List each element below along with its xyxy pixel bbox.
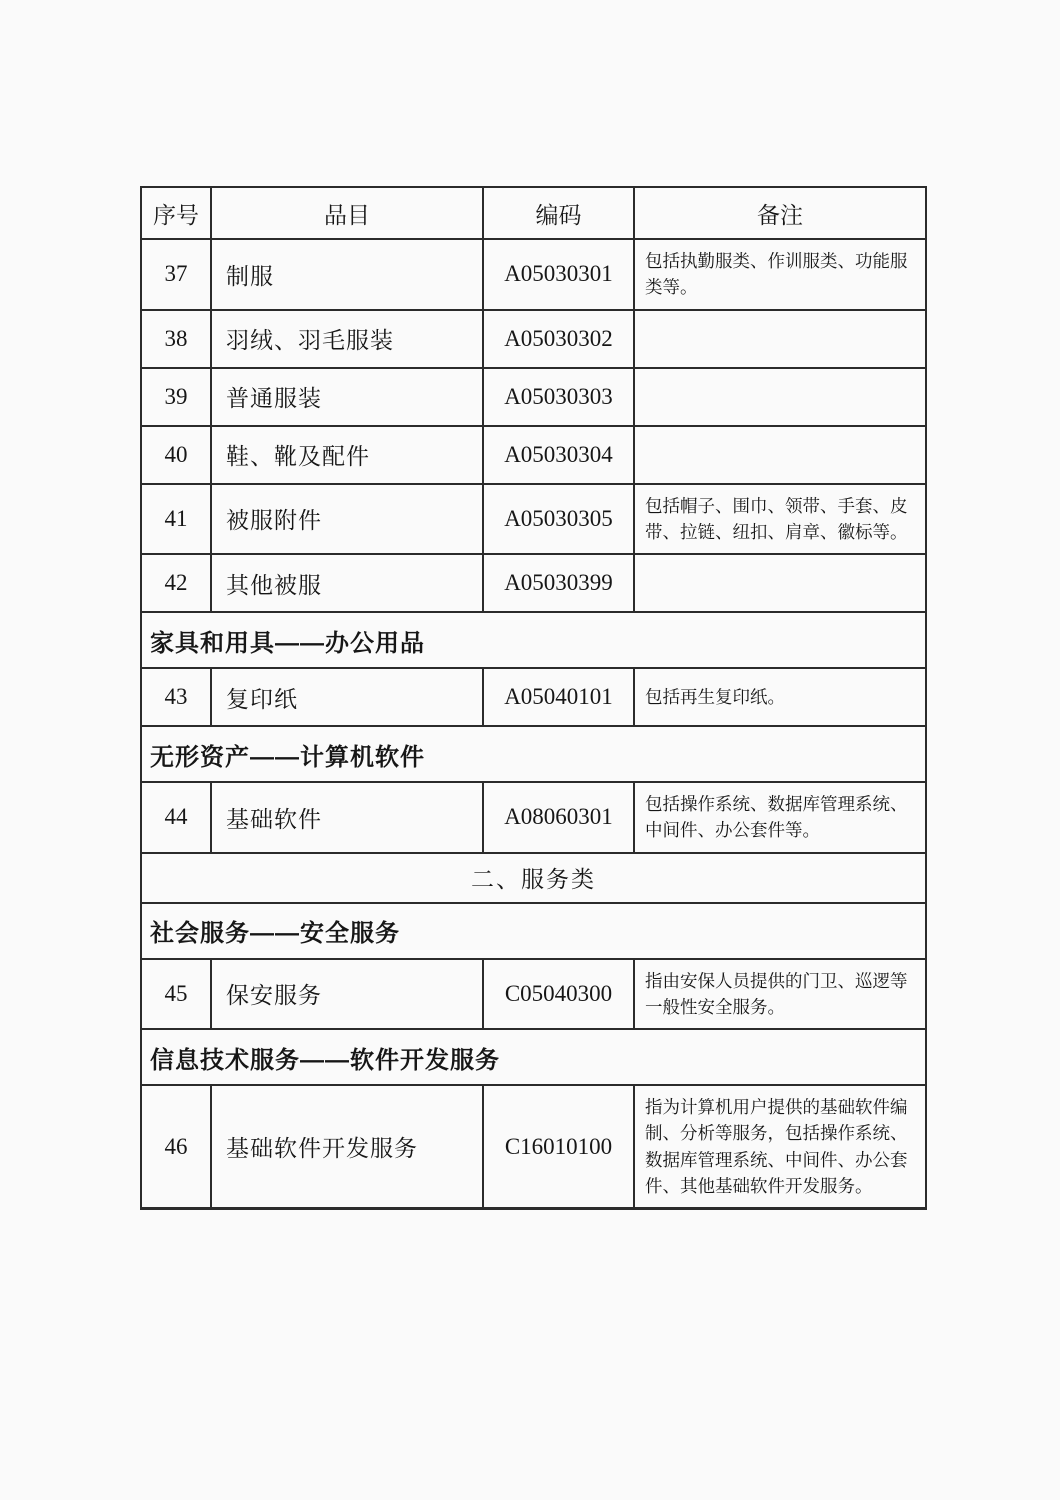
item-name-cell: 保安服务	[211, 959, 483, 1030]
table-row	[141, 959, 926, 1030]
section-label: 信息技术服务——软件开发服务	[141, 1029, 926, 1085]
item-note-cell: 包括操作系统、数据库管理系统、中间件、办公套件等。	[634, 782, 926, 853]
row-number-cell: 38	[141, 310, 211, 368]
column-header-bianma: 编码	[483, 187, 634, 239]
item-note-cell: 指为计算机用户提供的基础软件编制、分析等服务，包括操作系统、数据库管理系统、中间件、办公套件、其他基础软件开发服务。	[634, 1085, 926, 1209]
row-number-cell: 44	[141, 782, 211, 853]
row-number-cell: 45	[141, 959, 211, 1030]
item-note-cell	[634, 368, 926, 426]
column-header-beizhu: 备注	[634, 187, 926, 239]
item-name-cell: 被服附件	[211, 484, 483, 555]
item-name-cell: 其他被服	[211, 554, 483, 612]
table-row	[141, 426, 926, 484]
item-name-cell: 制服	[211, 239, 483, 310]
item-name-cell: 基础软件	[211, 782, 483, 853]
item-code-cell: A05040101	[483, 668, 634, 726]
row-number-cell: 39	[141, 368, 211, 426]
table-body	[141, 239, 926, 1209]
column-header-pinmu: 品目	[211, 187, 483, 239]
row-number-cell: 37	[141, 239, 211, 310]
item-name-cell: 普通服装	[211, 368, 483, 426]
item-code-cell: A05030304	[483, 426, 634, 484]
category-header-row	[141, 853, 926, 903]
row-number-cell: 46	[141, 1085, 211, 1209]
item-note-cell	[634, 310, 926, 368]
table-header	[141, 187, 926, 239]
item-note-cell: 指由安保人员提供的门卫、巡逻等一般性安全服务。	[634, 959, 926, 1030]
table-row	[141, 310, 926, 368]
section-label: 家具和用具——办公用品	[141, 612, 926, 668]
table-row	[141, 782, 926, 853]
item-name-cell: 鞋、靴及配件	[211, 426, 483, 484]
header-row	[141, 187, 926, 239]
item-name-cell: 基础软件开发服务	[211, 1085, 483, 1209]
section-header-row	[141, 612, 926, 668]
item-note-cell: 包括帽子、围巾、领带、手套、皮带、拉链、纽扣、肩章、徽标等。	[634, 484, 926, 555]
section-label: 社会服务——安全服务	[141, 903, 926, 959]
table-row	[141, 554, 926, 612]
item-note-cell: 包括再生复印纸。	[634, 668, 926, 726]
table-row	[141, 668, 926, 726]
item-note-cell	[634, 426, 926, 484]
table-row	[141, 368, 926, 426]
table-row	[141, 239, 926, 310]
section-label: 无形资产——计算机软件	[141, 726, 926, 782]
item-note-cell: 包括执勤服类、作训服类、功能服类等。	[634, 239, 926, 310]
item-note-cell	[634, 554, 926, 612]
item-code-cell: A05030399	[483, 554, 634, 612]
table-row	[141, 484, 926, 555]
item-code-cell: A05030305	[483, 484, 634, 555]
section-header-row	[141, 726, 926, 782]
item-code-cell: A05030303	[483, 368, 634, 426]
table-row	[141, 1085, 926, 1209]
item-code-cell: A05030301	[483, 239, 634, 310]
item-code-cell: C05040300	[483, 959, 634, 1030]
item-code-cell: A05030302	[483, 310, 634, 368]
item-code-cell: C16010100	[483, 1085, 634, 1209]
row-number-cell: 43	[141, 668, 211, 726]
category-label: 二、服务类	[141, 853, 926, 903]
row-number-cell: 41	[141, 484, 211, 555]
row-number-cell: 42	[141, 554, 211, 612]
item-code-cell: A08060301	[483, 782, 634, 853]
item-name-cell: 复印纸	[211, 668, 483, 726]
item-name-cell: 羽绒、羽毛服装	[211, 310, 483, 368]
section-header-row	[141, 1029, 926, 1085]
catalog-table	[140, 186, 927, 1210]
section-header-row	[141, 903, 926, 959]
column-header-xuhao: 序号	[141, 187, 211, 239]
row-number-cell: 40	[141, 426, 211, 484]
